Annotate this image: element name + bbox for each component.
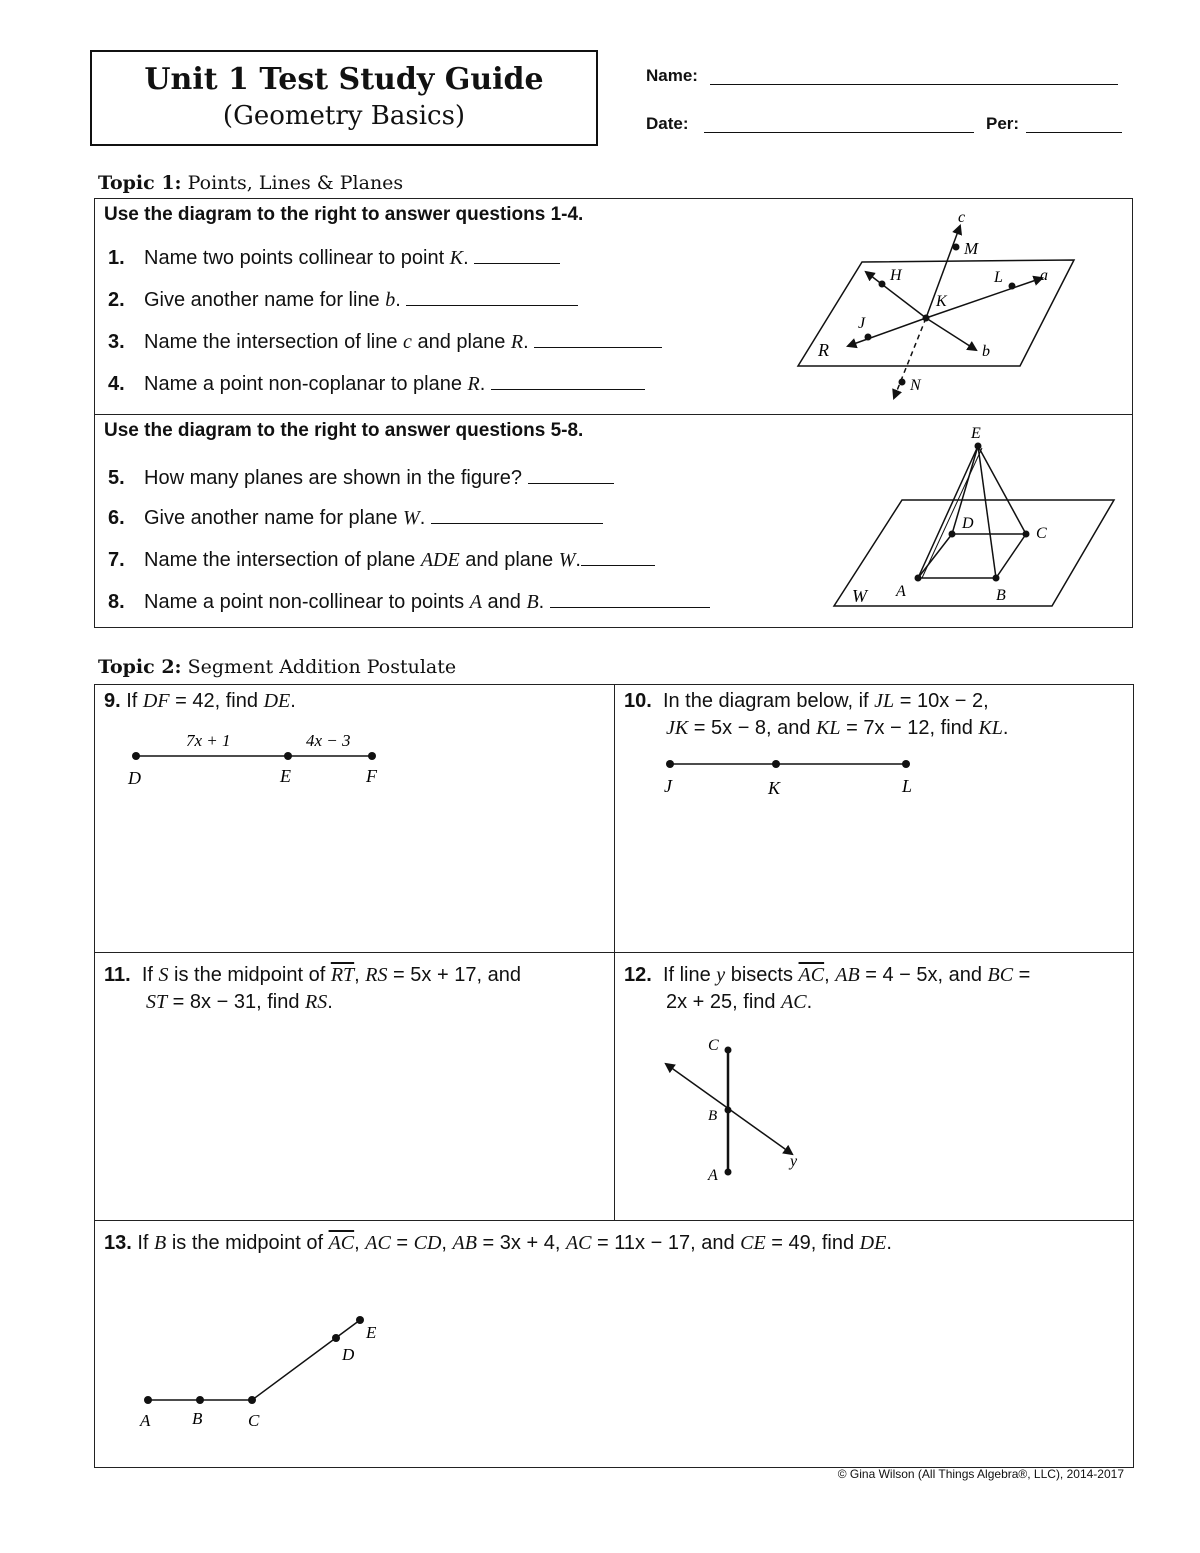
q12-label-c: C xyxy=(708,1037,719,1054)
section-a-instruction: Use the diagram to the right to answer questions 1-4. xyxy=(104,204,584,225)
question-5: 5. How many planes are shown in the figure? xyxy=(108,466,614,490)
point-k xyxy=(923,315,930,322)
question-3: 3. Name the intersection of line c and plane R. xyxy=(108,330,662,354)
point-c-13 xyxy=(248,1396,256,1404)
point-c-12 xyxy=(725,1047,732,1054)
name-field[interactable] xyxy=(710,84,1118,85)
point-j-10 xyxy=(666,760,674,768)
label-c-pt: C xyxy=(1036,525,1047,542)
point-c xyxy=(1023,531,1030,538)
point-j xyxy=(865,334,872,341)
point-d xyxy=(949,531,956,538)
answer-blank-1[interactable] xyxy=(474,246,560,264)
point-f-9 xyxy=(368,752,376,760)
point-e-13 xyxy=(356,1316,364,1324)
label-h: H xyxy=(890,267,902,284)
point-e-9 xyxy=(284,752,292,760)
pyramid-diagram xyxy=(830,418,1122,614)
plane-lines-diagram xyxy=(780,200,1120,412)
point-l xyxy=(1009,283,1016,290)
question-10: 10. In the diagram below, if JL = 10x − 2, JK = 5x − 8, and KL = 7x − 12, find KL. xyxy=(624,690,1009,739)
label-e: E xyxy=(971,425,981,442)
point-k-10 xyxy=(772,760,780,768)
topic2-heading xyxy=(98,656,456,678)
point-e xyxy=(975,443,982,450)
topic1-divider xyxy=(94,414,1133,415)
q12-label-a: A xyxy=(708,1167,718,1184)
per-label: Per: xyxy=(986,114,1020,133)
q10-label-k: K xyxy=(768,778,781,798)
answer-blank-8[interactable] xyxy=(550,590,710,608)
question-12: 12. If line y bisects $\overline{AC}$, AB = 4 − 5x, and BC = 2x + 25, find AC. xyxy=(624,964,1031,1013)
q13-label-a: A xyxy=(140,1411,151,1430)
q9-segment-diagram xyxy=(120,726,400,796)
answer-blank-3[interactable] xyxy=(534,330,662,348)
question-2: 2. Give another name for line b. xyxy=(108,288,578,312)
label-l: L xyxy=(994,269,1003,286)
q10-label-j: J xyxy=(664,776,672,796)
label-k: K xyxy=(936,293,947,310)
q13-label-b: B xyxy=(192,1409,203,1428)
point-a-13 xyxy=(144,1396,152,1404)
label-d: D xyxy=(962,515,974,532)
topic2-hdivider-2 xyxy=(94,1220,1134,1221)
label-b: b xyxy=(982,343,990,360)
answer-blank-5[interactable] xyxy=(528,466,614,484)
title-box xyxy=(90,50,598,146)
point-b-13 xyxy=(196,1396,204,1404)
per-field[interactable] xyxy=(1026,132,1122,133)
label-n: N xyxy=(910,377,921,394)
q13-label-d: D xyxy=(342,1345,355,1364)
label-c: c xyxy=(958,209,966,226)
q13-label-e: E xyxy=(366,1323,377,1342)
q13-segment-diagram xyxy=(130,1306,400,1436)
topic2-heading-text: Segment Addition Postulate xyxy=(187,656,457,678)
q9-seg-label-1: 7x + 1 xyxy=(186,731,231,750)
topic2-hdivider-1 xyxy=(94,952,1134,953)
point-h xyxy=(879,281,886,288)
label-r: R xyxy=(818,340,829,360)
label-a: a xyxy=(1040,267,1048,284)
question-4: 4. Name a point non-coplanar to plane R. xyxy=(108,372,645,396)
q12-bisector-diagram xyxy=(650,1030,820,1190)
question-9: 9. If DF = 42, find DE. xyxy=(104,690,296,712)
question-1: 1. Name two points collinear to point K. xyxy=(108,246,560,270)
topic1-heading-text: Points, Lines & Planes xyxy=(187,172,404,194)
answer-blank-2[interactable] xyxy=(406,288,578,306)
page-title: Unit 1 Test Study Guide xyxy=(144,62,544,97)
page-subtitle: (Geometry Basics) xyxy=(222,101,466,131)
point-n xyxy=(899,379,906,386)
question-6: 6. Give another name for plane W. xyxy=(108,506,603,530)
q10-segment-diagram xyxy=(656,752,926,802)
point-l-10 xyxy=(902,760,910,768)
date-field[interactable] xyxy=(704,132,974,133)
topic1-heading xyxy=(98,172,403,194)
label-w: W xyxy=(852,586,867,606)
answer-blank-4[interactable] xyxy=(491,372,645,390)
answer-blank-7[interactable] xyxy=(581,548,655,566)
q9-label-e: E xyxy=(280,766,291,786)
plane-w xyxy=(834,500,1114,606)
point-b-12 xyxy=(725,1107,732,1114)
label-j: J xyxy=(858,315,866,332)
line-b xyxy=(926,318,976,350)
q9-label-d: D xyxy=(128,768,141,788)
question-8: 8. Name a point non-collinear to points A and B. xyxy=(108,590,710,614)
answer-blank-6[interactable] xyxy=(431,506,603,524)
label-a-pt: A xyxy=(896,583,906,600)
point-a-12 xyxy=(725,1169,732,1176)
q12-label-y: y xyxy=(790,1153,798,1170)
point-d-13 xyxy=(332,1334,340,1342)
topic2-heading-bold: Topic 2: xyxy=(98,656,182,678)
label-b-pt: B xyxy=(996,587,1006,604)
q10-label-l: L xyxy=(902,776,913,796)
plane-r xyxy=(798,260,1074,366)
point-a xyxy=(915,575,922,582)
date-label: Date: xyxy=(646,114,689,133)
point-b xyxy=(993,575,1000,582)
q9-label-f: F xyxy=(366,766,377,786)
question-7: 7. Name the intersection of plane ADE and plane W. xyxy=(108,548,655,572)
q12-label-b: B xyxy=(708,1108,718,1124)
q9-seg-label-2: 4x − 3 xyxy=(306,731,351,750)
section-b-instruction: Use the diagram to the right to answer questions 5-8. xyxy=(104,420,584,441)
name-label: Name: xyxy=(646,66,698,85)
point-m xyxy=(953,244,960,251)
question-11: 11. If S is the midpoint of $\overline{RT}$, RS = 5x + 17, and ST = 8x − 31, find RS. xyxy=(104,964,521,1013)
question-13: 13. If B is the midpoint of $\overline{AC}$, AC = CD, AB = 3x + 4, AC = 11x − 17, and CE = 49, find DE. xyxy=(104,1232,892,1254)
point-d-9 xyxy=(132,752,140,760)
topic1-heading-bold: Topic 1: xyxy=(98,172,182,194)
q13-label-c: C xyxy=(248,1411,260,1430)
label-m: M xyxy=(964,239,979,258)
copyright-footer: © Gina Wilson (All Things Algebra®, LLC), 2014-2017 xyxy=(837,1467,1124,1481)
